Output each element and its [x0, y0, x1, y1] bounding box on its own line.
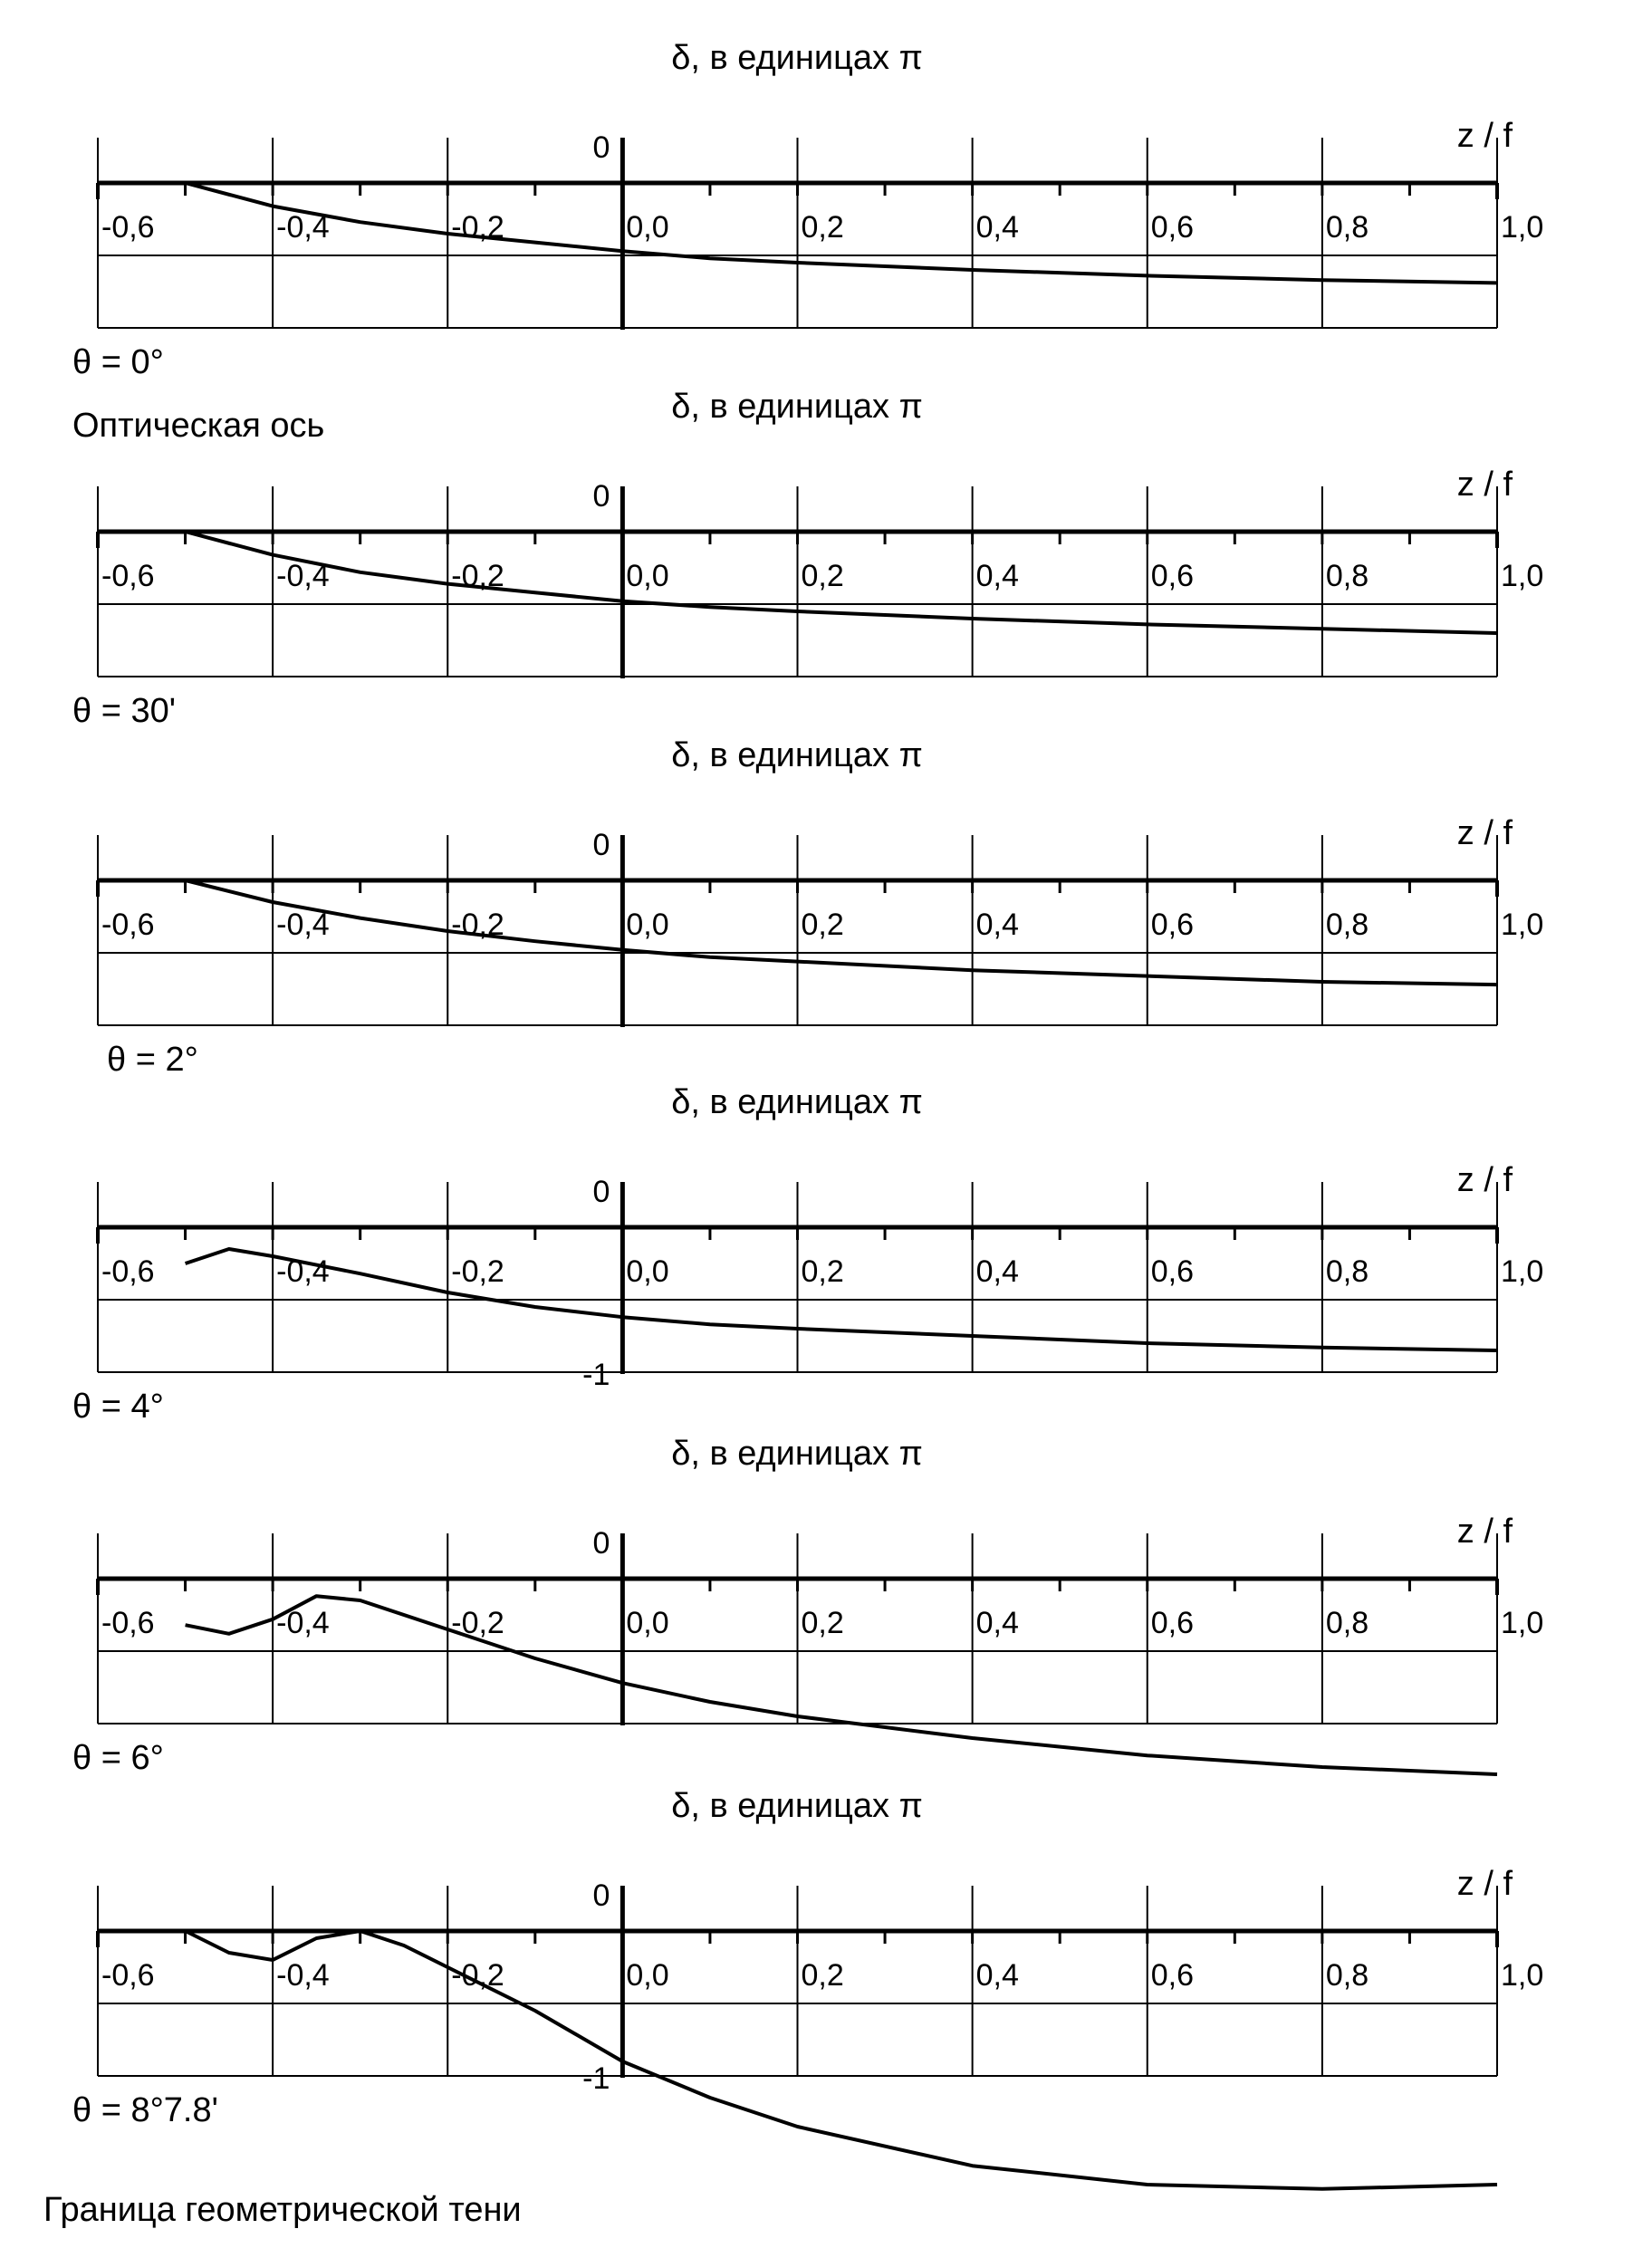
x-tick-label: 0,8 [1325, 559, 1369, 593]
x-axis-label: z / f [1456, 814, 1513, 852]
x-tick-label: -0,6 [101, 908, 155, 942]
x-tick-label: 0,6 [1150, 1958, 1195, 1993]
x-tick-label: 0,8 [1325, 1958, 1369, 1993]
x-tick-label: 1,0 [1501, 908, 1544, 942]
x-tick-label: 0,0 [626, 1958, 669, 1993]
x-tick-label: 0,2 [801, 210, 844, 245]
x-tick-label: 0,2 [801, 908, 844, 942]
y-tick-label: 0 [592, 828, 610, 862]
x-tick-label: -0,4 [276, 1254, 330, 1289]
x-tick-label: 0,0 [626, 1606, 669, 1640]
chart-title: δ, в единицах π [671, 388, 923, 426]
x-tick-label: -0,6 [101, 210, 155, 245]
x-tick-label: -0,6 [101, 1958, 155, 1993]
panel-caption: θ = 4° [72, 1388, 164, 1426]
x-tick-label: -0,2 [451, 1606, 504, 1640]
x-axis-label: z / f [1456, 1865, 1513, 1903]
panel-caption: θ = 8°7.8' [72, 2091, 218, 2129]
x-tick-label: -0,4 [276, 908, 330, 942]
x-tick-label: 0,2 [801, 1958, 844, 1993]
x-tick-label: 0,4 [975, 1606, 1019, 1640]
panel-caption: θ = 6° [72, 1739, 164, 1777]
x-tick-label: 1,0 [1501, 1958, 1544, 1993]
x-tick-label: 0,6 [1150, 908, 1195, 942]
x-tick-label: 0,4 [975, 1958, 1019, 1993]
x-tick-label: 1,0 [1501, 210, 1544, 245]
x-tick-label: 0,4 [975, 1254, 1019, 1289]
y-tick-label: -1 [582, 2061, 610, 2096]
y-tick-label: 0 [592, 479, 610, 514]
chart-panel [72, 1435, 1543, 1777]
x-tick-label: 0,4 [975, 559, 1019, 593]
x-tick-label: 0,8 [1325, 1606, 1369, 1640]
chart-panel [98, 736, 1543, 1079]
x-tick-label: 0,0 [626, 1254, 669, 1289]
x-tick-label: -0,2 [451, 210, 504, 245]
x-tick-label: 0,6 [1150, 1254, 1195, 1289]
panel-subcaption: Граница геометрической тени [43, 2191, 522, 2229]
x-tick-label: -0,6 [101, 1606, 155, 1640]
x-tick-label: 0,8 [1325, 1254, 1369, 1289]
chart-title: δ, в единицах π [671, 1083, 923, 1121]
x-tick-label: 1,0 [1501, 559, 1544, 593]
x-tick-label: 0,6 [1150, 1606, 1195, 1640]
y-tick-label: 0 [592, 1526, 610, 1561]
x-tick-label: 0,8 [1325, 908, 1369, 942]
x-tick-label: -0,4 [276, 1606, 330, 1640]
x-axis-label: z / f [1456, 466, 1513, 504]
x-tick-label: -0,2 [451, 908, 504, 942]
x-axis-label: z / f [1456, 117, 1513, 155]
x-tick-label: -0,6 [101, 1254, 155, 1289]
y-tick-label: 0 [592, 1175, 610, 1209]
chart-title: δ, в единицах π [671, 1787, 923, 1825]
x-axis-label: z / f [1456, 1513, 1513, 1551]
x-tick-label: -0,2 [451, 559, 504, 593]
y-tick-label: 0 [592, 130, 610, 165]
x-tick-label: 0,0 [626, 210, 669, 245]
panel-caption: θ = 2° [107, 1041, 198, 1079]
chart-title: δ, в единицах π [671, 1435, 923, 1473]
y-tick-label: -1 [582, 1358, 610, 1392]
panel-caption: θ = 30' [72, 692, 176, 730]
x-tick-label: 0,4 [975, 210, 1019, 245]
x-tick-label: -0,4 [276, 210, 330, 245]
x-tick-label: -0,4 [276, 1958, 330, 1993]
x-tick-label: -0,4 [276, 559, 330, 593]
x-tick-label: 1,0 [1501, 1254, 1544, 1289]
x-axis-label: z / f [1456, 1161, 1513, 1199]
x-tick-label: 0,4 [975, 908, 1019, 942]
x-tick-label: 0,6 [1150, 559, 1195, 593]
x-tick-label: -0,6 [101, 559, 155, 593]
x-tick-label: -0,2 [451, 1958, 504, 1993]
chart-title: δ, в единицах π [671, 736, 923, 774]
x-tick-label: 0,2 [801, 1606, 844, 1640]
y-tick-label: 0 [592, 1878, 610, 1913]
chart-panel [72, 39, 1543, 445]
x-tick-label: 0,6 [1150, 210, 1195, 245]
x-tick-label: 0,0 [626, 559, 669, 593]
x-tick-label: 1,0 [1501, 1606, 1544, 1640]
x-tick-label: 0,0 [626, 908, 669, 942]
chart-panel [72, 1083, 1543, 1426]
x-tick-label: 0,8 [1325, 210, 1369, 245]
chart-panel [43, 1787, 1543, 2229]
x-tick-label: 0,2 [801, 559, 844, 593]
panel-subcaption: Оптическая ось [72, 407, 325, 445]
x-tick-label: 0,2 [801, 1254, 844, 1289]
chart-title: δ, в единицах π [671, 39, 923, 77]
panel-caption: θ = 0° [72, 343, 164, 381]
x-tick-label: -0,2 [451, 1254, 504, 1289]
